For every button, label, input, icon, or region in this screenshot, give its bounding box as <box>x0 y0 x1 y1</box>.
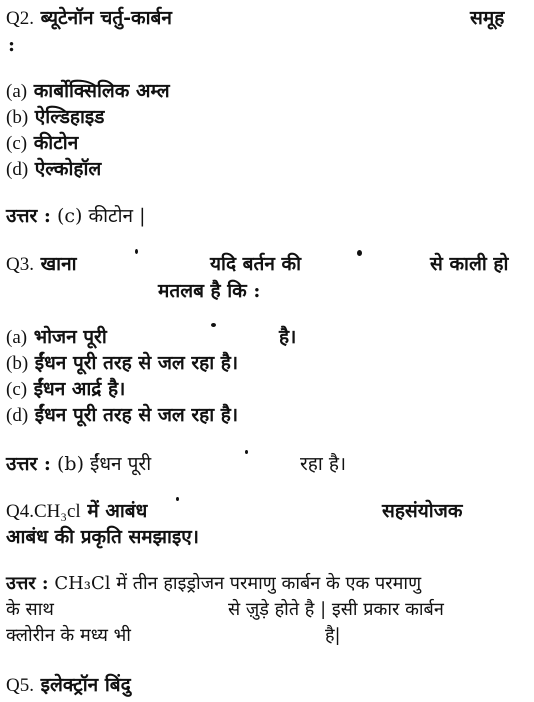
option-label: (c) <box>6 379 28 400</box>
answer-label: उत्तर : <box>6 573 49 594</box>
q4-answer-line3a: क्लोरीन के मध्य भी <box>6 625 131 646</box>
q5-text: इलेक्ट्रॉन बिंदु <box>40 674 131 696</box>
q5-question <box>6 673 131 698</box>
q4-answer-line1 <box>6 572 421 596</box>
q3-number: Q3. <box>6 254 34 275</box>
speck-mark <box>176 497 179 501</box>
answer-text: CH₃Cl में तीन हाइड्रोजन परमाणु कार्बन के एक परमाणु <box>54 573 422 594</box>
option-text: ईंधन पूरी तरह से जल रहा है। <box>34 352 239 374</box>
q4-formula: CH₃cl <box>33 501 81 522</box>
option-text: ईंधन आर्द्र है। <box>33 378 126 400</box>
q4-answer-line2b: से ज़ुड़े होते है | इसी प्रकार कार्बन <box>228 599 444 620</box>
speck-mark <box>211 323 216 327</box>
q4-number: Q4. <box>6 501 34 522</box>
q3-option-a-tail: है। <box>279 326 297 348</box>
q4-text-a: में आबंध <box>87 500 148 522</box>
q4-text-b: सहसंयोजक <box>382 500 463 522</box>
q2-tail: समूह <box>470 7 505 29</box>
q4-answer-line3b: है| <box>325 625 341 646</box>
speck-mark <box>245 450 248 454</box>
q3-text-b: यदि बर्तन की <box>210 253 301 275</box>
q3-line2: मतलब है कि : <box>158 280 261 302</box>
q3-text-c: से काली हो <box>430 253 509 275</box>
answer-text: (b) ईंधन पूरी <box>57 453 152 475</box>
q2-option-a <box>6 79 170 104</box>
option-text: भोजन पूरी <box>33 326 107 348</box>
q2-colon: : <box>8 34 16 56</box>
q2-answer <box>6 204 146 228</box>
option-text: ऐल्कोहॉल <box>34 158 102 180</box>
option-label: (c) <box>6 133 28 154</box>
q2-number: Q2. <box>6 8 34 29</box>
speck-mark <box>357 250 362 256</box>
q2-option-c <box>6 131 78 156</box>
option-text: कीटोन <box>33 132 79 154</box>
q3-option-b <box>6 351 238 376</box>
option-text: ईंधन पूरी तरह से जल रहा है। <box>34 404 239 426</box>
q4-answer-line2a: के साथ <box>6 599 54 620</box>
q3-answer <box>6 452 151 476</box>
q2-question <box>6 6 172 31</box>
option-label: (d) <box>6 159 29 180</box>
option-label: (b) <box>6 353 29 374</box>
option-label: (b) <box>6 107 29 128</box>
q3-option-c <box>6 377 125 402</box>
q2-option-d <box>6 157 101 182</box>
answer-label: उत्तर : <box>6 205 51 227</box>
option-label: (a) <box>6 81 28 102</box>
answer-label: उत्तर : <box>6 453 51 475</box>
option-text: ऐल्डिहाइड <box>34 106 105 128</box>
q4-line2: आबंध की प्रकृति समझाइए। <box>6 526 199 548</box>
option-text: कार्बोक्सिलिक अम्ल <box>33 80 170 102</box>
q3-text-a: खाना <box>40 253 77 275</box>
q3-option-d <box>6 403 238 428</box>
q4-question <box>6 499 147 524</box>
speck-mark <box>135 249 138 254</box>
q3-option-a <box>6 325 107 350</box>
option-label: (a) <box>6 327 28 348</box>
q2-text: ब्यूटेनॉन चर्तु-कार्बन <box>40 7 172 29</box>
q5-number: Q5. <box>6 675 34 696</box>
option-label: (d) <box>6 405 29 426</box>
q2-option-b <box>6 105 104 130</box>
q3-answer-tail: रहा है। <box>300 453 347 475</box>
q3-question <box>6 252 77 277</box>
answer-text: (c) कीटोन | <box>57 205 146 227</box>
